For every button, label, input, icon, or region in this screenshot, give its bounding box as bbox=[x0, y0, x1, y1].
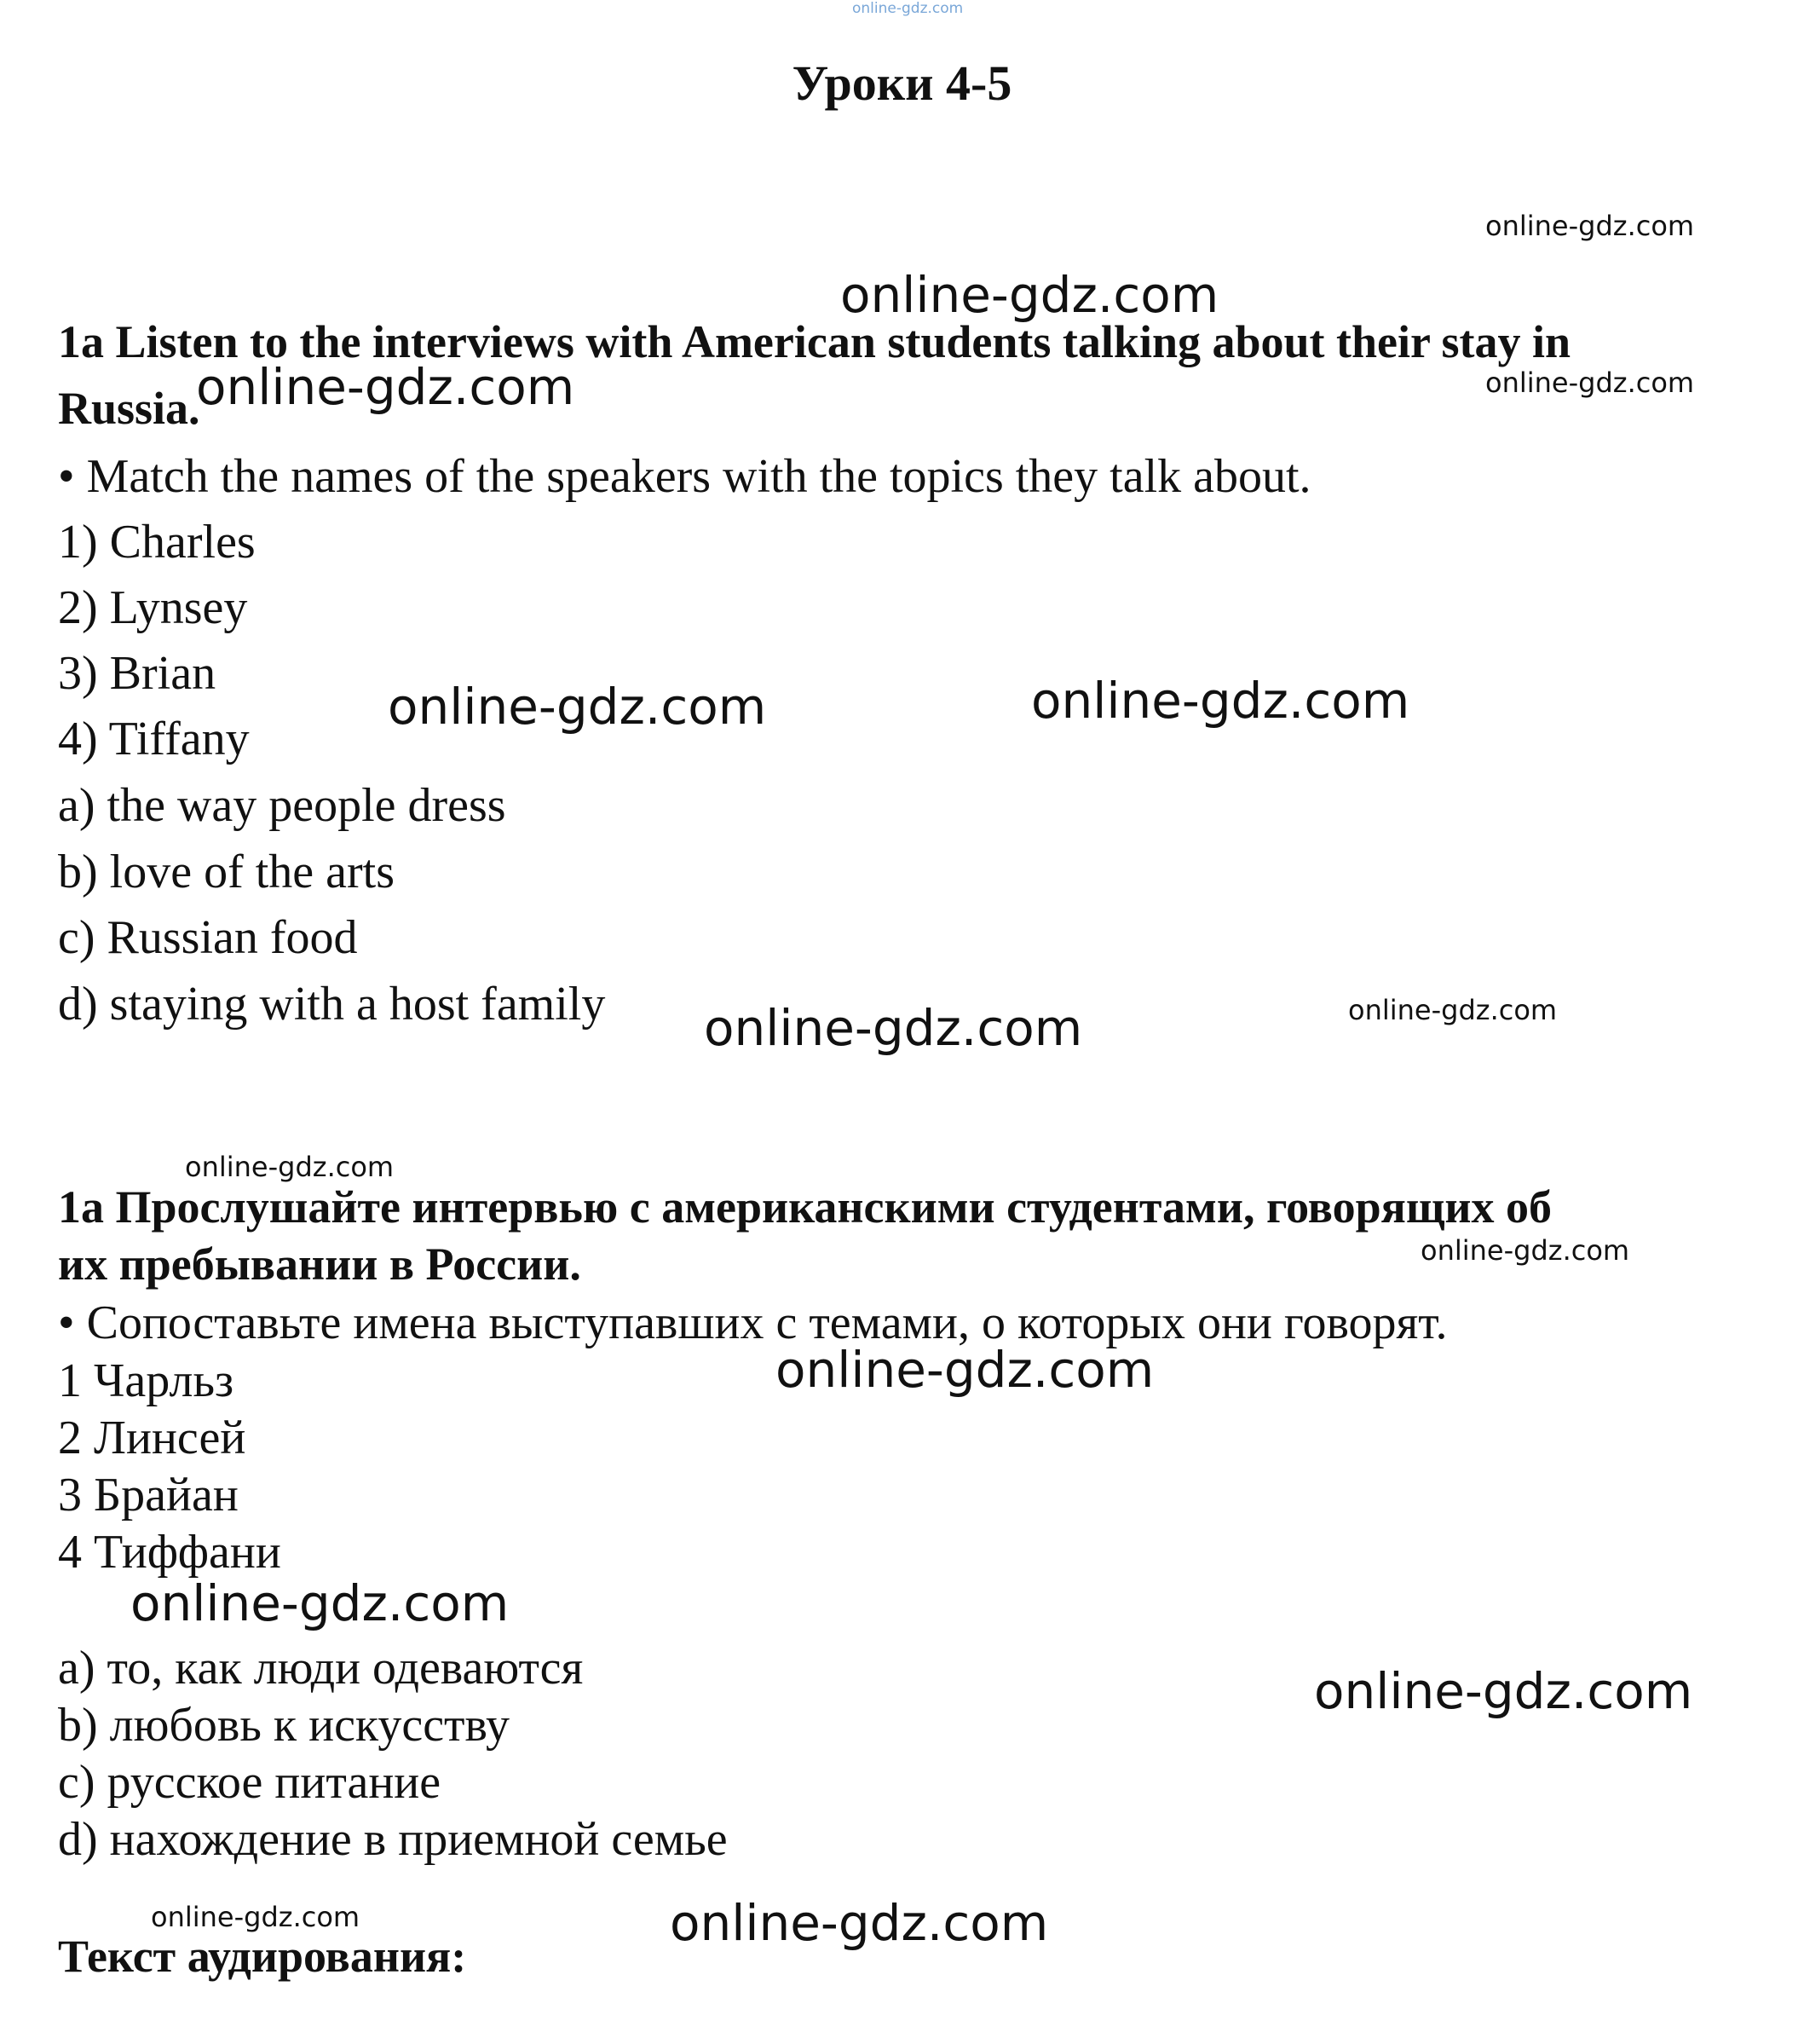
instruction-en: • Match the names of the speakers with the topics they talk about. bbox=[58, 450, 1311, 503]
page-title: Уроки 4-5 bbox=[792, 55, 1012, 111]
exercise-heading-en-line2: Russia. bbox=[58, 383, 200, 434]
speaker-item: 2) Lynsey bbox=[58, 581, 248, 634]
topic-item: d) нахождение в приемной семье bbox=[58, 1813, 728, 1866]
instruction-ru: • Сопоставьте имена выступавших с темами, о которых они говорят. bbox=[58, 1296, 1448, 1349]
top-watermark: online-gdz.com bbox=[852, 0, 964, 17]
watermark: online-gdz.com bbox=[151, 1901, 360, 1933]
topic-item: a) the way people dress bbox=[58, 779, 506, 832]
topic-item: c) русское питание bbox=[58, 1756, 441, 1809]
watermark: online-gdz.com bbox=[775, 1341, 1155, 1399]
watermark: online-gdz.com bbox=[1421, 1234, 1630, 1267]
exercise-heading-en-line1: 1a Listen to the interviews with American students talking about their stay in bbox=[58, 316, 1571, 367]
watermark: online-gdz.com bbox=[185, 1151, 395, 1183]
topic-item: d) staying with a host family bbox=[58, 978, 606, 1031]
watermark: online-gdz.com bbox=[130, 1574, 510, 1632]
speaker-item: 3 Брайан bbox=[58, 1469, 239, 1521]
watermark: online-gdz.com bbox=[388, 678, 767, 736]
exercise-heading-ru-line1: 1a Прослушайте интервью с американскими студентами, говорящих об bbox=[58, 1181, 1553, 1233]
speaker-item: 1 Чарльз bbox=[58, 1354, 234, 1407]
speaker-item: 2 Линсей bbox=[58, 1412, 246, 1464]
topic-item: c) Russian food bbox=[58, 911, 358, 964]
speaker-item: 4 Тиффани bbox=[58, 1526, 281, 1579]
exercise-heading-ru-line2: их пребывании в России. bbox=[58, 1239, 581, 1290]
topic-item: b) любовь к искусству bbox=[58, 1699, 510, 1752]
speaker-item: 4) Tiffany bbox=[58, 713, 250, 765]
watermark: online-gdz.com bbox=[1348, 994, 1558, 1026]
watermark: online-gdz.com bbox=[196, 358, 575, 416]
watermark: online-gdz.com bbox=[840, 266, 1219, 324]
speaker-item: 1) Charles bbox=[58, 516, 256, 569]
topic-item: b) love of the arts bbox=[58, 846, 395, 898]
watermark: online-gdz.com bbox=[1485, 210, 1695, 242]
watermark: online-gdz.com bbox=[1314, 1662, 1693, 1720]
watermark: online-gdz.com bbox=[670, 1894, 1049, 1952]
watermark: online-gdz.com bbox=[1485, 367, 1695, 399]
watermark: online-gdz.com bbox=[704, 999, 1083, 1057]
topic-item: a) то, как люди одеваются bbox=[58, 1642, 584, 1695]
listening-text-heading: Текст аудирования: bbox=[58, 1931, 467, 1982]
watermark: online-gdz.com bbox=[1031, 672, 1410, 730]
speaker-item: 3) Brian bbox=[58, 647, 216, 700]
